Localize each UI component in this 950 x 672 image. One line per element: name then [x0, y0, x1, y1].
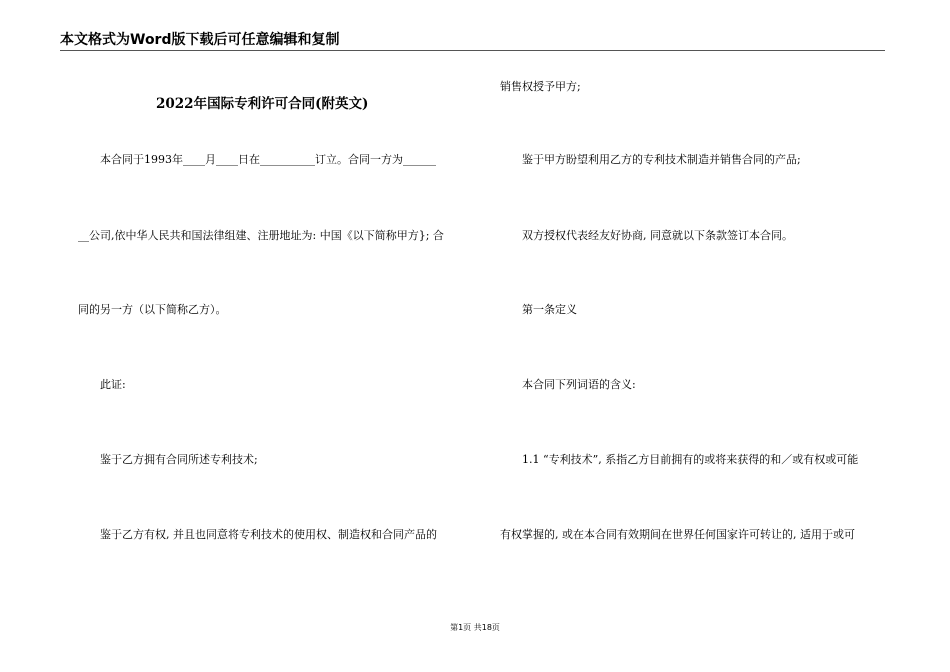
- left-paragraph-4: 此证:: [78, 378, 126, 391]
- right-paragraph-3: 双方授权代表经友好协商, 同意就以下条款签订本合同。: [500, 229, 793, 242]
- right-paragraph-2: 鉴于甲方盼望利用乙方的专利技术制造并销售合同的产品;: [500, 153, 801, 166]
- right-paragraph-6: 1.1 “专利技术”, 系指乙方目前拥有的或将来获得的和／或有权或可能: [500, 453, 859, 466]
- left-paragraph-2: __公司,依中华人民共和国法律组建、注册地址为: 中国《以下简称甲方}; 合: [78, 229, 444, 242]
- right-paragraph-5: 本合同下列词语的含义:: [500, 378, 636, 391]
- left-paragraph-1: 本合同于1993年____月____日在__________订立。合同一方为______: [78, 153, 436, 166]
- left-paragraph-6: 鉴于乙方有权, 并且也同意将专利技术的使用权、制造权和合同产品的: [78, 528, 437, 541]
- right-paragraph-4: 第一条定义: [500, 303, 577, 316]
- document-banner: 本文格式为Word版下载后可任意编辑和复制: [60, 30, 885, 51]
- right-paragraph-7: 有权掌握的, 或在本合同有效期间在世界任何国家许可转让的, 适用于或可: [500, 528, 855, 541]
- left-paragraph-5: 鉴于乙方拥有合同所述专利技术;: [78, 453, 258, 466]
- page-footer: 第1页 共18页: [450, 623, 500, 632]
- right-paragraph-1: 销售权授予甲方;: [500, 80, 581, 93]
- document-title: 2022年国际专利许可合同(附英文): [156, 96, 369, 112]
- left-paragraph-3: 同的另一方（以下简称乙方）。: [78, 303, 227, 316]
